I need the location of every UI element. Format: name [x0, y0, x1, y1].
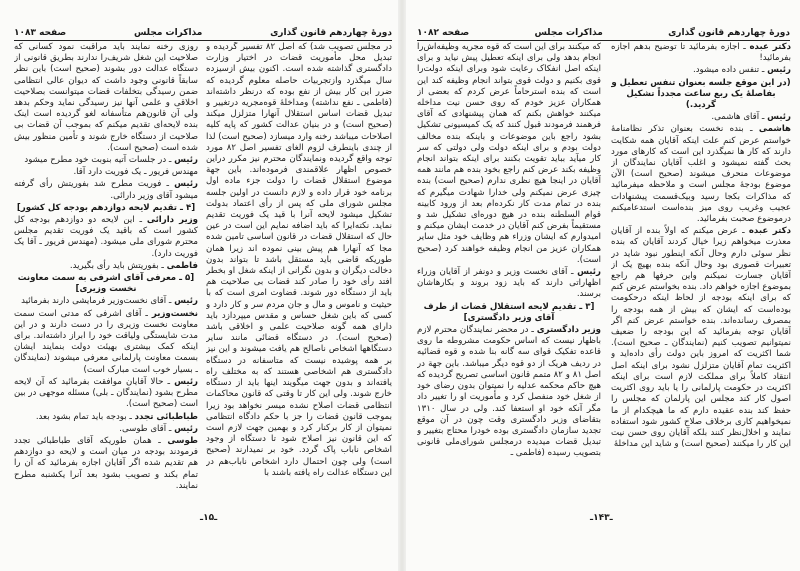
speech-text: آقای طوسی.	[119, 423, 167, 434]
paragraph: وزیر دادگستری ـ در محضر نمایندگان محترم لازم باظهار نیست که اساس حکومت مشروطه ما روی قاعده تفکیک قوای سه گانه بنا شده و قوه قضائیه در ردیف هریک از دو قوه دیگر میباشد. باین جهة در اصل ۸۱ و ۸۲ متمم قانون اساسی تصریح گردیده که هیچ حاکم محکمه عدلیه را نمیتوان بدون رضای خود از شغل خود منفصل کرد و مأموریت او را تغییر داد مگر آنکه خود او استعفا کند. ولی در سال ۱۳۱۰ بتقاضای وزیر دادگستری وقت چون در آن موقع تجدید سازمان دادگستری بوده خودرا محتاج بتغییر و تبدیل قضات میدیده درمجلس شورای‌ملی قانونی بتصویب رسیده (فاطمی ـ	[417, 325, 601, 459]
speech-text: که میکنند برای این است که قوه مجریه وظیفه‌اش‌را انجام بدهد ولی برای اینکه تعطیل پیش نیاید و برای اینکه اصل انفکاک رعایت شود وبرای اینکه دولت‌را قوی بکنیم و دولت قوی بتواند انجام وظیفه کند این است که بنده استرحاماً عرض کردم که بعضی از همکاران عزیز خودم که روی حسن نیت مداخله میکنند خواهش بکنم که همان پیشنهادی که آقای فرهمند فرمودند قبول کنند که یک کمیسیونی تشکیل بشود راجع باین موضوعات و باینکه بنده مخالف دولت بودم و برای اینکه دولت ولی دولتی که سر کار میآید بباید تقویت بکنند برای اینکه بتواند انجام وظیفه بکند عرض کنم راجع بخود بنده هم مانند همه آقایان در اینجا هیچ نظری ندارم (صحیح است) بنده چیزی عرض نمیکنم ولی خدارا شهادت میگیرم که بنده در تمام مدت کار نکرده‌ام بعد از ورود کابینه قوام السلطنه بنده در هیچ دوره‌ای تشکیل شد و مستقیماً بفرض کنم آقایان در خدمت ایشان میکنم و امیدوارم که ایشان وزراء هم وظایف خود مثل سایر همکاران عزیز من انجام وظیفه خواهند کرد (صحیح است).	[417, 42, 601, 265]
right-page	[405, 0, 800, 571]
speaker-name: رئیس	[174, 423, 198, 434]
paragraph	[206, 42, 392, 479]
running-title: مذاکرات مجلس	[133, 28, 203, 38]
speech-text: آقای نخست وزیر و دونفر از آقایان وزراء اظهاراتی دارند که باید زود بروند و بکارهاشان برسند.	[417, 267, 601, 300]
speech-text: اجازه بفرمائید تا توضیح بدهم اجازه بفرمائید!	[611, 42, 791, 64]
paragraph: دکتر عبده ـ اجازه بفرمائید تا توضیح بدهم اجازه بفرمائید!	[611, 42, 791, 64]
section-heading: (در این موقع جلسه بعنوان تنفس تعطیل و بفاصلهٔ یک ربع ساعت مجدداً تشکیل گردید.)	[611, 77, 791, 111]
paragraph: نخست‌وزیر ـ آقای اشرفی که مدتی است سمت معاونت نخست وزیری را در دست دارند و در این مدت شایستگی ولیاقت خود را ابراز داشته‌اند. برای اینکه کمک بیشتری بهیئت دولت بنمایند ایشان بسمت معاونت پارلمانی معرفی میشوند (نمایندگان ـ بسیار خوب است مبارک است)	[14, 308, 198, 375]
speaker-name: وزیر دادگستری	[536, 325, 601, 336]
page-number: صفحه ۱۰۸۲	[417, 28, 470, 38]
paragraph: رئیس ـ تنفس داده میشود.	[693, 65, 791, 76]
page-number: صفحه ۱۰۸۳	[14, 28, 67, 38]
paragraph: رئیس ـ آقای نخست‌وزیر فرمایشی دارند بفرمائید	[21, 296, 198, 307]
speech-text: مهندس فریور ـ یک فوریت دارد آقا.	[73, 167, 198, 178]
speaker-name: هاشمی	[758, 124, 791, 135]
speech-text: تنفس داده میشود.	[693, 65, 760, 76]
speech-text: فوریت مطرح شد بفوریتش رأی گرفته میشود آقای وزیر دارائی.	[14, 179, 198, 201]
paragraph: رئیس ـ آقای طوسی.	[119, 423, 198, 434]
paragraph: هاشمی ـ بنده نخست بعنوان تذکر نظامنامهٔ خواستم عرض کنم علت اینکه آقایان همه شکایت دارند که کار ها نمیگذرد این است که کارهای مورد بحث گفته نمیشود و اغلب آقایان نمایندگان از موضوعات منحرف میشوند (صحیح است) الآن موضوع بودجهٔ مجلس است و ملاحظه میفرمائید که مذاکرات بکجا رسید وبیک‌قسمت پیشنهادات عجیب وغریب روی میز بنده‌است استدعامیکنم درموضوع صحبت بفرمائید.	[611, 124, 791, 225]
paragraph: رئیس ـ فوریت مطرح شد بفوریتش رأی گرفته میشود آقای وزیر دارائی.	[14, 179, 198, 201]
speech-text: همان طوریکه آقای طباطبائی تجدد فرمودند بودجه در میان است و لایحه دو دوازدهم هم تقدیم شده اگر آقایان اجازه بفرمائید که آن را تمام بکند و تصویب بشود بعد آنرا یکشنبه مطرح نمایند.	[14, 435, 198, 491]
section-heading: [۳ ـ تقدیم لایحه استقلال قضات از طرف آقای وزیر دادگستری]	[423, 301, 595, 323]
speaker-name: دکتر عبده	[748, 226, 791, 237]
paragraph: رئیس ـ آقای هاشمی.	[711, 112, 791, 123]
page-footer-number: ـ۱۴۳ـ	[590, 513, 613, 523]
paragraph: دکتر عبده ـ عرض میکنم که اولاً بنده از آقایان معذرت میخواهم زیرا خیال کردند آقایان که بنده نظر سوئی دارم وحال آنکه اینطور نبود شاید در تعبیرات قصوری بود وحال آنکه بنده بهیچ یک از آقایان جسارت نمیکنم واین حرفها هم راجع بموضوع اجازه خواهم داد. بنده بخواستم عرض کنم که برای اینکه بودجه از لحاظ اینکه درحکومت بوده‌است که ایشان که بیش از همه بودجه را بمصرف رسانده‌اند. بنده خواستم عرض کنم اگر آقایان توجه بفرمائید که این بودجه را ضعیف نمیتوانیم تصویب کنیم (نمایندگان ـ صحیح است). شما اکثریت که امروز باین دولت رأی داده‌اید و اکثریت تمام آقایان متزلزل نشود برای اینکه اصل انتقاد کاملاً برای مملکت لازم است برای اینکه اکثریت در حکومت پارلمانی را یا باید روی اکثریت اصول کار کند مجلس این پارلمان که مجلس را حفظ کند بنده عقیده دارم که ما هیچکدام از ما نمیخواهیم کاری برخلاف صلاح کشور شود استفاده نمایند و اخلال‌نظر کنند بلکه آقایان روی حسن نیت این کار را میکنند (صحیح است) و شاید این مداخلهٔ	[611, 226, 791, 450]
speaker-name: طباطبائی تجدد	[134, 411, 198, 422]
page-header	[14, 24, 392, 41]
paragraph: فاطمی ـ بفوریتش باید رأی بگیرید.	[69, 260, 198, 271]
speaker-name: فاطمی	[166, 260, 198, 271]
speech-text: آقای هاشمی.	[711, 112, 760, 123]
speaker-name: طوسی	[167, 435, 198, 446]
paragraph: رئیس ـ آقای نخست وزیر و دونفر از آقایان وزراء اظهاراتی دارند که باید زود بروند و بکارهاشان برسند.	[417, 267, 601, 300]
text-column-right	[611, 42, 791, 512]
speech-text: بودجه باید تمام بشود بعد.	[35, 411, 127, 422]
speech-text: عرض میکنم که اولاً بنده از آقایان معذرت میخواهم زیرا خیال کردند آقایان که بنده نظر سوئی دارم وحال آنکه اینطور نبود شاید در تعبیرات قصوری بود وحال آنکه بنده بهیچ یک از آقایان جسارت نمیکنم واین حرفها هم راجع بموضوع اجازه خواهم داد. بنده بخواستم عرض کنم که برای اینکه بودجه از لحاظ اینکه درحکومت بوده‌است که ایشان که بیش از همه بودجه را بمصرف رسانده‌اند. بنده خواستم عرض کنم اگر آقایان توجه بفرمائید که این بودجه را ضعیف نمیتوانیم تصویب کنیم (نمایندگان ـ صحیح است). شما اکثریت که امروز باین دولت رأی داده‌اید و اکثریت تمام آقایان متزلزل نشود برای اینکه اصل انتقاد کاملاً برای مملکت لازم است برای اینکه اکثریت در حکومت پارلمانی را یا باید روی اکثریت اصول کار کند مجلس این پارلمان که مجلس را حفظ کند بنده عقیده دارم که ما هیچکدام از ما نمیخواهیم کاری برخلاف صلاح کشور شود استفاده نمایند و اخلال‌نظر کنند بلکه آقایان روی حسن نیت این کار را میکنند (صحیح است) و شاید این مداخلهٔ	[611, 226, 791, 450]
paragraph: رئیس ـ در جلسات آتیه بنوبت خود مطرح میشود	[24, 155, 198, 166]
speech-text: آقای نخست‌وزیر فرمایشی دارند بفرمائید	[21, 296, 167, 307]
text-column-left	[417, 42, 601, 512]
text-column-right	[206, 42, 392, 512]
speech-text: بنده نخست بعنوان تذکر نظامنامهٔ خواستم عرض کنم علت اینکه آقایان همه شکایت دارند که کار ها نمیگذرد این است که کارهای مورد بحث گفته نمیشود و اغلب آقایان نمایندگان از موضوعات منحرف میشوند (صحیح است) الآن موضوع بودجهٔ مجلس است و ملاحظه میفرمائید که مذاکرات بکجا رسید وبیک‌قسمت پیشنهادات عجیب وغریب روی میز بنده‌است استدعامیکنم درموضوع صحبت بفرمائید.	[611, 124, 791, 225]
session-title: دورهٔ چهاردهم قانون گذاری	[270, 28, 392, 38]
speech-text: در محضر نمایندگان محترم لازم باظهار نیست که اساس حکومت مشروطه ما روی قاعده تفکیک قوای سه گانه بنا شده و قوه قضائیه در ردیف هریک از دو قوه دیگر میباشد. باین جهة در اصل ۸۱ و ۸۲ متمم قانون اساسی تصریح گردیده که هیچ حاکم محکمه عدلیه را نمیتوان بدون رضای خود از شغل خود منفصل کرد و مأموریت او را تغییر داد مگر آنکه خود او استعفا کند. ولی در سال ۱۳۱۰ بتقاضای وزیر دادگستری وقت چون در آن موقع تجدید سازمان دادگستری بوده خودرا محتاج بتغییر و تبدیل قضات میدیده درمجلس شورای‌ملی قانونی بتصویب رسیده (فاطمی ـ	[417, 325, 601, 459]
section-heading: [۴ ـ تقدیم لایحه دوازدهم بودجه کل کشور]	[16, 202, 196, 213]
speaker-name: رئیس	[767, 65, 791, 76]
speech-text: حالا آقایان موافقت بفرمائید که آن لایحه مطرح بشود (نمایندگان ـ بلی) مسئله موجهی در بین است (صحیح است).	[14, 376, 198, 410]
speech-text: در جلسات آتیه بنوبت خود مطرح میشود	[24, 155, 167, 166]
speech-text: این لایحه دو دوازدهم بودجه کل کشور است که باقید یک فوریت تقدیم مجلس محترم شورای ملی میشود. (مهندس فریور ـ آقا یک فوریت دارد).	[14, 215, 198, 259]
speaker-name: دکتر عبده	[749, 42, 791, 52]
speech-text: بفوریتش باید رأی بگیرید.	[69, 260, 159, 271]
paragraph	[14, 167, 198, 178]
section-heading: [۵ ـ معرفی آقای اشرفی به سمت معاونت نخست وزیری]	[17, 273, 195, 295]
speaker-name: نخست‌وزیر	[151, 308, 198, 319]
speaker-name: رئیس	[174, 179, 198, 190]
text-column-left	[14, 42, 198, 512]
paragraph: وزیر دارائی ـ این لایحه دو دوازدهم بودجه کل کشور است که باقید یک فوریت تقدیم مجلس محترم شورای ملی میشود. (مهندس فریور ـ آقا یک فوریت دارد).	[14, 215, 198, 259]
speech-text: روزی رخنه نمایند باید مراقبت نمود کسانی که صلاحیت این شغل شریف‌را ندارند بطریق قانونی از دستگاه عدالت دور بشوند (صحیح است) باین نظر سابقاً قانونی وجود داشت که دیوان عالی انتظامی ضمن رسیدگی بتخلفات قضات میتوانست بصلاحیت اخلاقی و علمی آنها نیز رسیدگی نماید وحکم بدهد ولی آن قانون‌هم متأسفانه لغو گردیده است اینک بنده لایحه‌ای تقدیم میکنم که بموجب آن قضات بی صلاحیت از دستگاه خارج شوند و تأمین منظور بیش شده است (صحیح است).	[14, 42, 198, 153]
speaker-name: رئیس	[174, 376, 198, 387]
page-footer-number: ـ۱۵ـ	[200, 513, 218, 523]
page-header	[417, 24, 790, 41]
speaker-name: رئیس	[767, 112, 791, 123]
speaker-name: رئیس	[174, 296, 198, 307]
speech-text: آقای اشرفی که مدتی است سمت معاونت نخست وزیری را در دست دارند و در این مدت شایستگی ولیاقت خود را ابراز داشته‌اند. برای اینکه کمک بیشتری بهیئت دولت بنمایند ایشان بسمت معاونت پارلمانی معرفی میشوند (نمایندگان ـ بسیار خوب است مبارک است)	[14, 308, 198, 375]
session-title: دورهٔ چهاردهم قانون گذاری	[668, 28, 790, 38]
paragraph	[417, 42, 601, 266]
speaker-name: رئیس	[174, 155, 198, 166]
paragraph: طوسی ـ همان طوریکه آقای طباطبائی تجدد فرمودند بودجه در میان است و لایحه دو دوازدهم هم تقدیم شده اگر آقایان اجازه بفرمائید که آن را تمام بکند و تصویب بشود بعد آنرا یکشنبه مطرح نمایند.	[14, 435, 198, 491]
paragraph	[14, 42, 198, 154]
speech-text: در مجلس تصویب شد) که اصل ۸۲ تفسیر گردیده و تبدیل محل مأموریت قضات در اختیار وزارت دادگستری گذاشته شده است. اکنون بیش ازسیزده سال میگذرد وازتجربیات حاصله معلوم گردیده که ضرر این کار بیش از نفع بوده که درنظر داشته‌اند (فاطمی ـ نفع نداشته) ومداخلهٔ قوه‌مجریه درتغییر و تبدیل قضات اساس استقلال آنهارا متزلزل میکند (صحیح است) و در بنیان عدالت کشور که پایه کلیه اصلاحات میباشد رخنه وارد میسازد (صحیح است) لذا از چندی باینطرف لزوم الغای تفسیر اصل ۸۲ مورد توجه واقع گردیده ونمایندگان محترم نیز مکرر دراین خصوص اظهار علاقمندی فرموده‌اند. باین جهة موضوع استقلال قضات را دولت جزء ماده اول برنامه خود قرار داده و لازم دانست در اولین جلسه مجلس شورای ملی که پس از رأی اعتماد بدولت تشکیل میشود لایحه آنرا با قید یک فوریت تقدیم نماید. نکته‌ایرا که باید اضافه نمایم این است در عین حال که استقلال قضات در قانون اساسی تامین شده مجا که آنهارا هم پیش بینی نموده اند زیرا همان طوریکه قاضی باید مستقل باشد تا بتواند بدون دخالت دیگران و بدون نگرانی از اینکه شغل او بخطر افتد رأی خود را صادر کند قضات بی صلاحیت هم باید از دستگاه دور شوند. قضاوت امری است که با حیثیت و ناموس و مال و جان مردم سر و کار دارد و کسی که باین شغل حساس و مقدس میپردازد باید دارای همه گونه صلاحیت علمی و اخلاقی باشد (صحیح است). در دستگاه قضائی مانند سایر دستگاهها اشخاص ناصالح هم یافت میشوند و این نیز بر همه پوشیده نیست که متاسفانه در دستگاه دادگستری هم اشخاصی هستند که به مختلف راه یافته‌اند و بدون جهت میگویند اینها باید از دستگاه خارج شوند. ولی این کار تا وقتی که قانون محاکمات انتظامی قضات اصلاح نشده میسر نخواهد بود زیرا بموجب قانون قضات را جز با حکم دادگاه انتظامی نمیتوان از کار برکنار کرد و بهمین جهت لازم است که این قانون نیز اصلاح شود تا دستگاه از وجود اشخاص ناباب پاک گردد. خود بر نمیدارند (صحیح است) ولی چون احتمال دارد اشخاص ناباب‌هم در این دستگاه عدالت راه یافته باشند با	[206, 42, 392, 478]
paragraph: رئیس ـ حالا آقایان موافقت بفرمائید که آن لایحه مطرح بشود (نمایندگان ـ بلی) مسئله موجهی در بین است (صحیح است).	[14, 376, 198, 410]
speaker-name: وزیر دارائی	[146, 215, 198, 226]
running-title: مذاکرات مجلس	[534, 28, 603, 38]
paragraph: طباطبائی تجدد ـ بودجه باید تمام بشود بعد.	[35, 411, 198, 422]
speaker-name: رئیس	[577, 267, 601, 278]
